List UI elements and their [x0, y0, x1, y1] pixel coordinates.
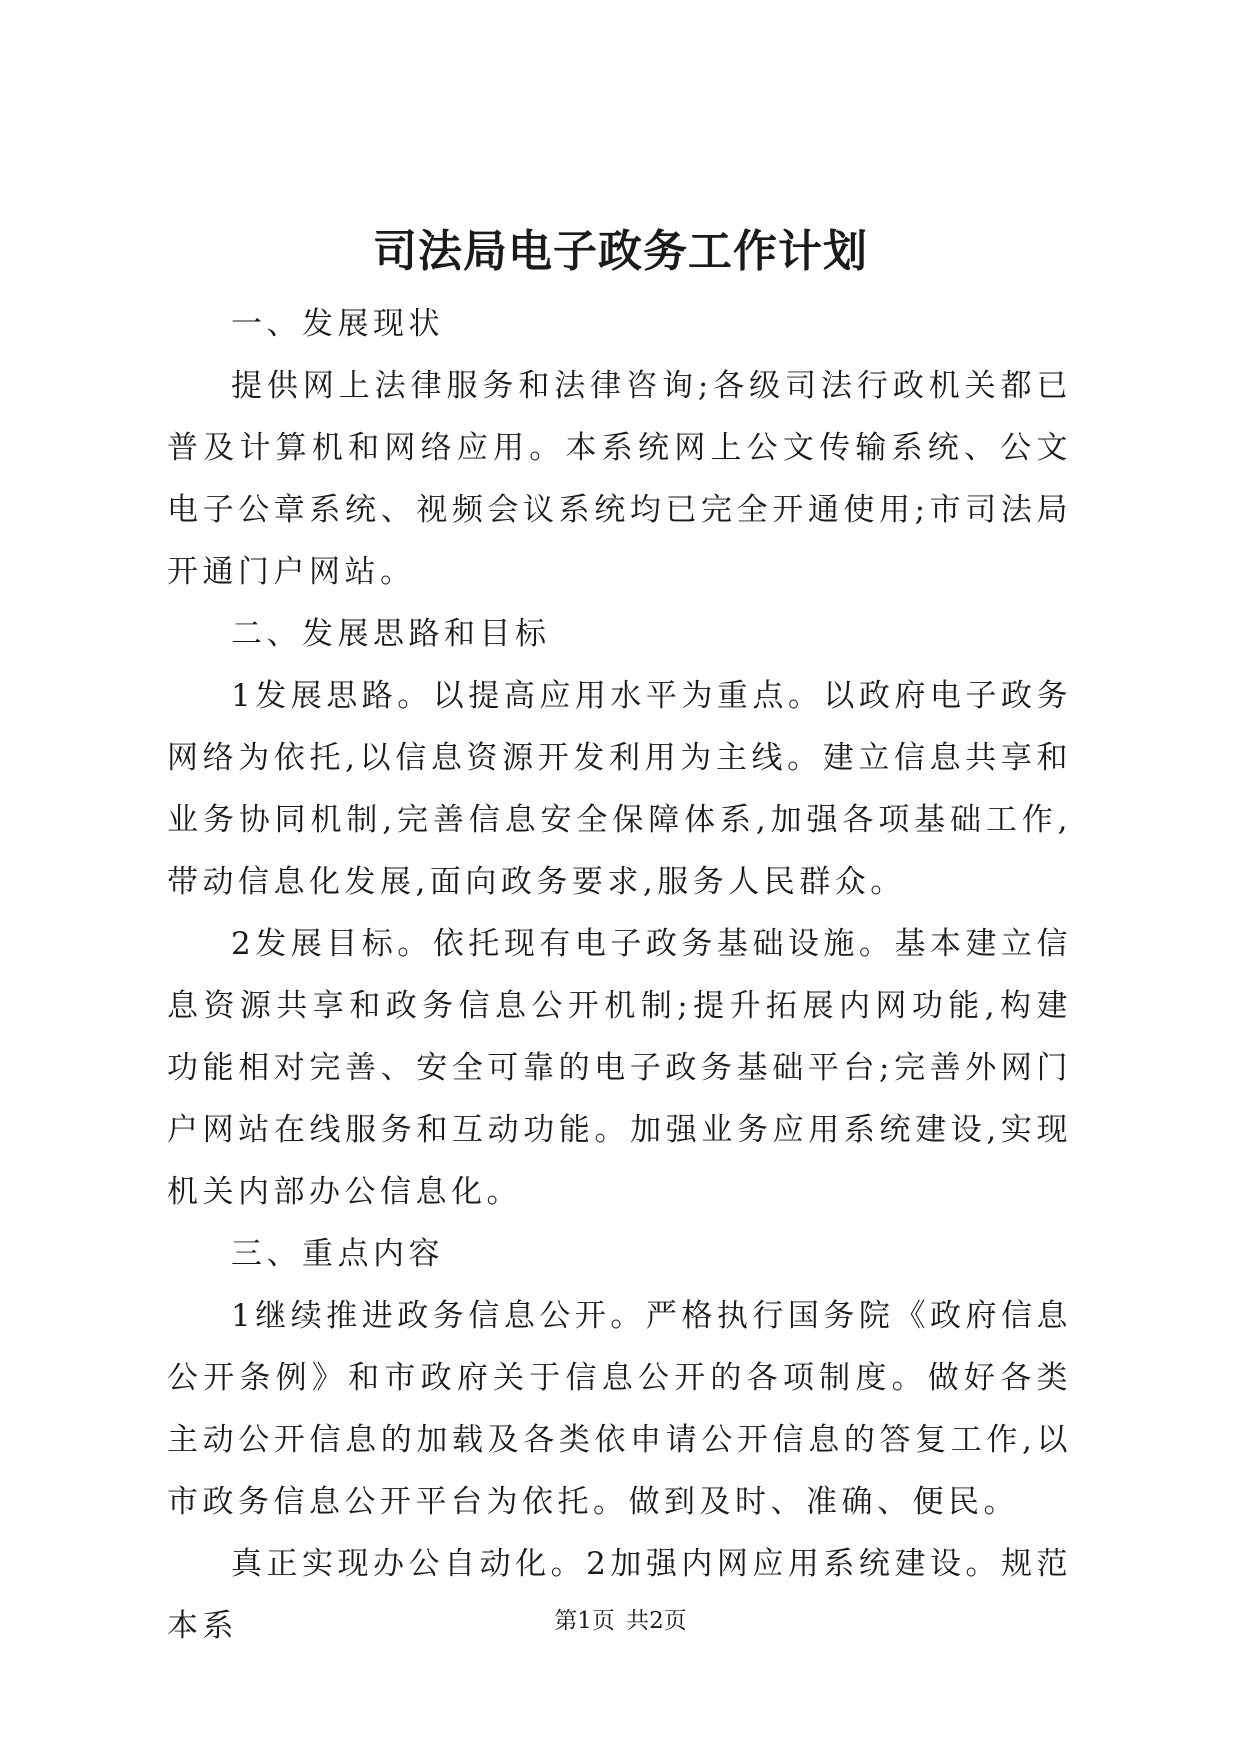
page-total: 共2页 [626, 1608, 687, 1634]
section-heading-1: 一、发展现状 [231, 306, 444, 342]
page-number: 第1页 [554, 1608, 615, 1634]
document-title: 司法局电子政务工作计划 [373, 226, 868, 277]
page-footer [0, 1606, 1241, 1636]
paragraph-intranet: 真正实现办公自动化。2加强内网应用系统建设。规范本系 [167, 1546, 1072, 1644]
paragraph-approach: 1发展思路。以提高应用水平为重点。以政府电子政务网络为依托,以信息资源开发利用为主线。建立信息共享和业务协同机制,完善信息安全保障体系,加强各项基础工作,带动信息化发展,面向政务要求,服务人民群众。 [167, 678, 1072, 900]
paragraph-goals: 2发展目标。依托现有电子政务基础设施。基本建立信息资源共享和政务信息公开机制;提升拓展内网功能,构建功能相对完善、安全可靠的电子政务基础平台;完善外网门户网站在线服务和互动功能。加强业务应用系统建设,实现机关内部办公信息化。 [167, 926, 1072, 1210]
paragraph-disclosure: 1继续推进政务信息公开。严格执行国务院《政府信息公开条例》和市政府关于信息公开的各项制度。做好各类主动公开信息的加载及各类依申请公开信息的答复工作,以市政务信息公开平台为依托。做到及时、准确、便民。 [167, 1298, 1072, 1520]
section-heading-3: 三、重点内容 [231, 1236, 444, 1272]
paragraph-status: 提供网上法律服务和法律咨询;各级司法行政机关都已普及计算机和网络应用。本系统网上公文传输系统、公文电子公章系统、视频会议系统均已完全开通使用;市司法局开通门户网站。 [167, 368, 1072, 590]
section-heading-2: 二、发展思路和目标 [231, 616, 551, 652]
document-body [167, 293, 1072, 1657]
